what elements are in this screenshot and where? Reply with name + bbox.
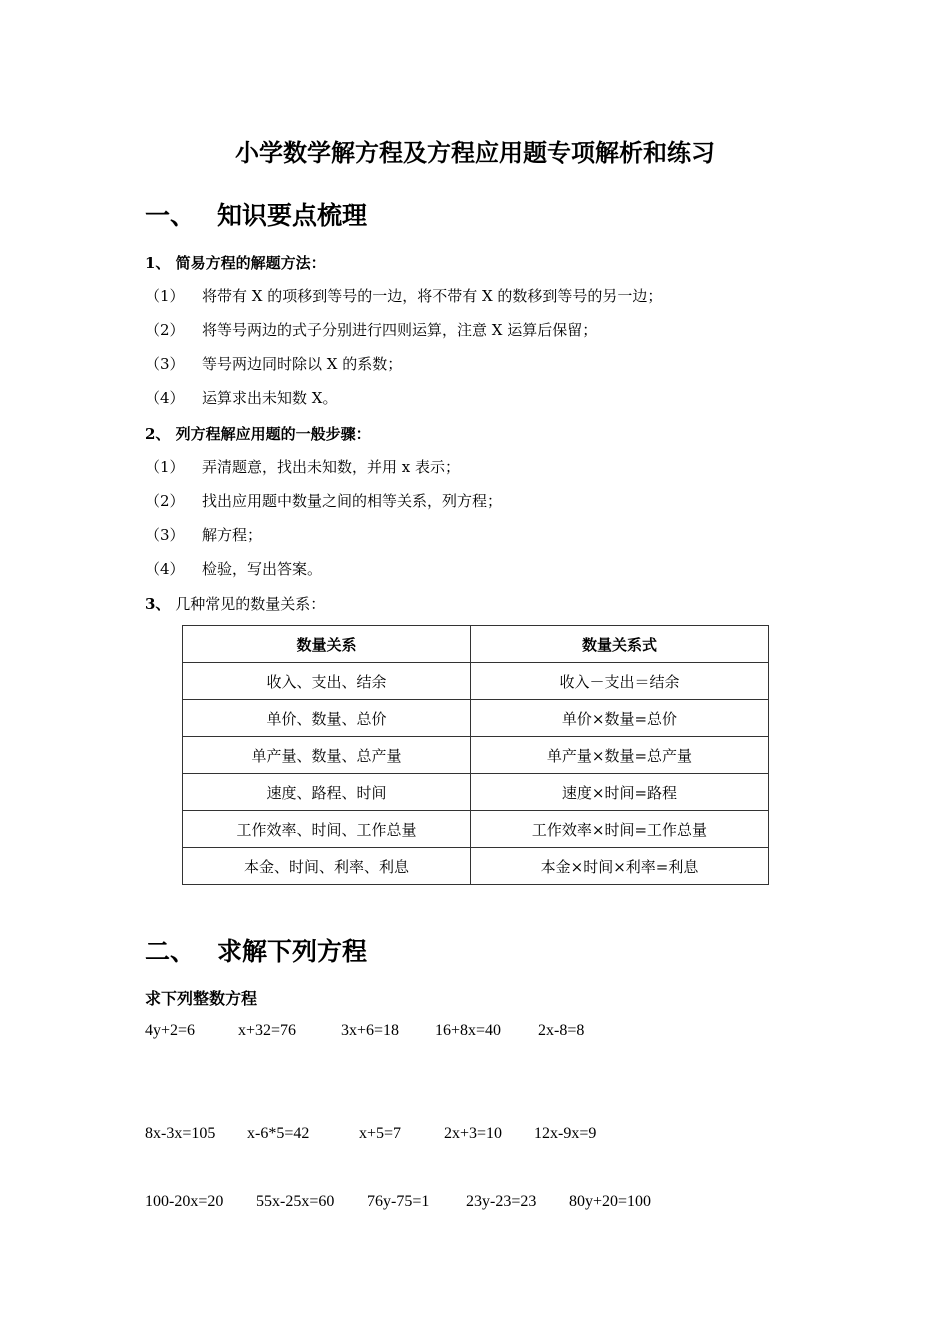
table-cell: 速度、路程、时间	[183, 774, 471, 811]
table-header-row	[183, 626, 769, 663]
subheading: 求下列整数方程	[145, 989, 258, 1008]
list-item: （4） 运算求出未知数 X。	[145, 389, 338, 407]
equation: 4y+2=6	[145, 1022, 196, 1039]
equation: 12x-9x=9	[534, 1125, 597, 1142]
table-cell: 工作效率×时间=工作总量	[471, 811, 769, 848]
section-number: 二、	[145, 937, 196, 966]
table-cell: 单价、数量、总价	[183, 700, 471, 737]
equation: 76y-75=1	[367, 1193, 430, 1210]
section-heading-2	[145, 932, 367, 968]
table-cell: 工作效率、时间、工作总量	[183, 811, 471, 848]
table-cell: 速度×时间=路程	[471, 774, 769, 811]
column-header: 数量关系	[183, 626, 471, 663]
table-row	[183, 663, 769, 700]
equation: 80y+20=100	[569, 1193, 652, 1210]
equation: 2x+3=10	[444, 1125, 503, 1142]
table-cell: 单价×数量=总价	[471, 700, 769, 737]
table-row	[183, 700, 769, 737]
list-item: （2） 将等号两边的式子分别进行四则运算，注意 X 运算后保留；	[145, 321, 598, 339]
table-cell: 单产量×数量=总产量	[471, 737, 769, 774]
list-item: （1） 弄清题意，找出未知数，并用 x 表示；	[145, 458, 460, 476]
part-label-2: 2、 列方程解应用题的一般步骤：	[145, 425, 371, 443]
list-item: （3） 解方程；	[145, 526, 263, 544]
page-title: 小学数学解方程及方程应用题专项解析和练习	[235, 138, 715, 167]
quantity-relations-table	[182, 625, 769, 885]
list-item: （1） 将带有 X 的项移到等号的一边，将不带有 X 的数移到等号的另一边；	[145, 287, 663, 305]
table-row	[183, 774, 769, 811]
table-row	[183, 737, 769, 774]
equation: 3x+6=18	[341, 1022, 400, 1039]
list-item: （2） 找出应用题中数量之间的相等关系，列方程；	[145, 492, 503, 510]
equation: x+5=7	[359, 1125, 402, 1142]
equation: 2x-8=8	[538, 1022, 585, 1039]
table-cell: 收入－支出＝结余	[471, 663, 769, 700]
table-cell: 收入、支出、结余	[183, 663, 471, 700]
equation: 8x-3x=105	[145, 1125, 216, 1142]
section-title: 求解下列方程	[217, 937, 368, 966]
table-row	[183, 848, 769, 885]
equation: 100-20x=20	[145, 1193, 224, 1210]
part-label-1: 1、 简易方程的解题方法：	[145, 254, 326, 272]
table-cell: 本金×时间×利率=利息	[471, 848, 769, 885]
table-cell: 本金、时间、利率、利息	[183, 848, 471, 885]
equation: 23y-23=23	[466, 1193, 537, 1210]
equation: 55x-25x=60	[256, 1193, 335, 1210]
list-item: （3） 等号两边同时除以 X 的系数；	[145, 355, 403, 373]
part-label-3: 3、 几种常见的数量关系：	[145, 595, 326, 613]
section-heading-1	[145, 196, 367, 232]
section-title: 知识要点梳理	[217, 201, 368, 230]
table-cell: 单产量、数量、总产量	[183, 737, 471, 774]
equation: x+32=76	[238, 1022, 297, 1039]
column-header: 数量关系式	[471, 626, 769, 663]
equation: x-6*5=42	[247, 1125, 310, 1142]
list-item: （4） 检验，写出答案。	[145, 560, 323, 578]
section-number: 一、	[145, 201, 196, 230]
table-row	[183, 811, 769, 848]
equation: 16+8x=40	[435, 1022, 502, 1039]
